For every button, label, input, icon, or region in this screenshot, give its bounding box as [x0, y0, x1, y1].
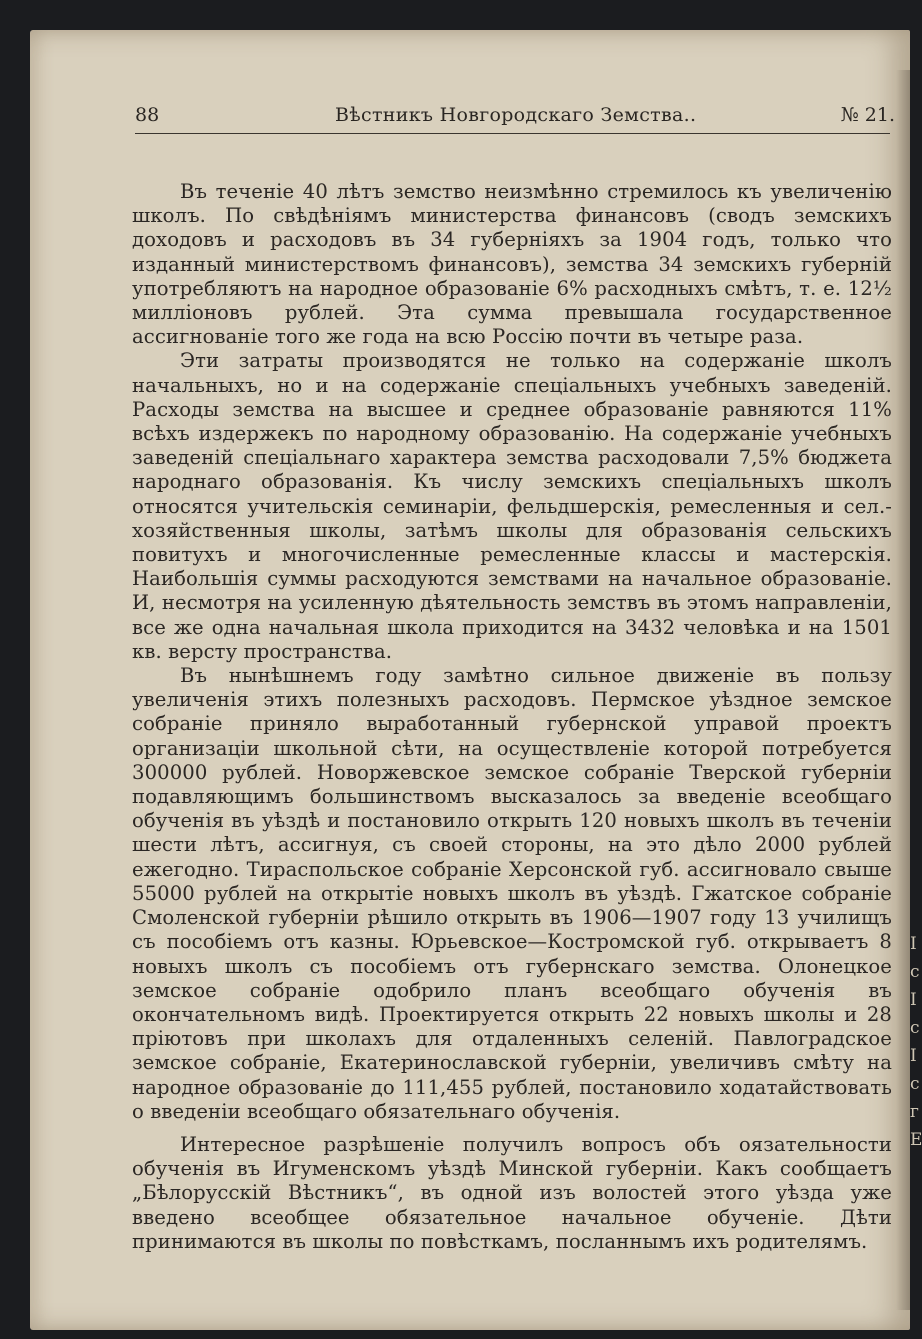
adjacent-page-fragments [910, 930, 922, 1154]
margin-fragment: с [910, 1074, 920, 1094]
margin-fragment: Е [910, 1130, 922, 1150]
issue-number: № 21. [840, 104, 895, 126]
article-body [132, 180, 892, 1254]
margin-fragment: с [910, 1018, 920, 1038]
margin-fragment: г [910, 1102, 919, 1122]
page-number: 88 [135, 104, 160, 126]
margin-fragment: І [910, 934, 917, 954]
header-rule [135, 133, 890, 134]
journal-title: Вѣстникъ Новгородскаго Земства.. [335, 104, 697, 126]
running-header [135, 100, 895, 132]
paragraph-4: Интересное разрѣшеніе получилъ вопросъ объ оязательности обученія въ Игуменскомъ уѣздѣ Минской губерніи. Какъ сообщаетъ „Бѣлорусскій Вѣстникъ“, въ одной изъ волостей этого уѣзда уже введено всеобщее обязательное начальное обученіе. Дѣти принимаются въ школы по повѣсткамъ, посланнымъ ихъ родителямъ. [132, 1132, 892, 1253]
page-edge-shadow [896, 70, 910, 1310]
paragraph-3: Въ нынѣшнемъ году замѣтно сильное движеніе въ пользу увеличенія этихъ полезныхъ расходовъ. Пермское уѣздное земское собраніе приняло выработанный губернской управой проектъ организаціи школьной сѣти, на осуществленіе которой потребуется 300000 рублей. Новоржевское земское собраніе Тверской губерніи подавляющимъ большинствомъ высказалось за введеніе всеобщаго обученія въ уѣздѣ и постановило открыть 120 новыхъ школъ въ теченіи шести лѣтъ, ассигнуя, съ своей стороны, на это дѣло 2000 рублей ежегодно. Тираспольское собраніе Херсонской губ. ассигновало свыше 55000 рублей на открытіе новыхъ школъ въ уѣздѣ. Гжатское собраніе Смоленской губерніи рѣшило открыть въ 1906—1907 году 13 училищъ съ пособіемъ отъ казны. Юрьевское—Костромской губ. открываетъ 8 новыхъ школъ съ пособіемъ отъ губернскаго земства. Олонецкое земское собраніе одобрило планъ всеобщаго обученія въ окончательномъ видѣ. Проектируется открыть 22 новыхъ школы и 28 пріютовъ при школахъ для отдаленныхъ селеній. Павлоградское земское собраніе, Екатеринославской губерніи, увеличивъ смѣту на народное образованіе до 111,455 рублей, постановило ходатайствовать о введеніи всеобщаго обязательнаго обученія. [132, 664, 892, 1123]
paragraph-1: Въ теченіе 40 лѣтъ земство неизмѣнно стремилось къ увеличенію школъ. По свѣдѣніямъ министерства финансовъ (сводъ земскихъ доходовъ и расходовъ въ 34 губерніяхъ за 1904 годъ, только что изданный министерствомъ финансовъ), земства 34 земскихъ губерній употребляютъ на народное образованіе 6% расходныхъ смѣтъ, т. е. 12½ милліоновъ рублей. Эта сумма превышала государственное ассигнованіе того же года на всю Россію почти въ четыре раза. [132, 180, 892, 349]
margin-fragment: с [910, 962, 920, 982]
margin-fragment: І [910, 1046, 917, 1066]
paragraph-2: Эти затраты производятся не только на содержаніе школъ начальныхъ, но и на содержаніе спеціальныхъ учебныхъ заведеній. Расходы земства на высшее и среднее образованіе равняются 11% всѣхъ издержекъ по народному образованію. На содержаніе учебныхъ заведеній спеціальнаго характера земства расходовали 7,5% бюджета народнаго образованія. Къ числу земскихъ спеціальныхъ школъ относятся учительскія семинаріи, фельдшерскія, ремесленныя и сел.-хозяйственныя школы, затѣмъ школы для образованія сельскихъ повитухъ и многочисленные ремесленные классы и мастерскія. Наибольшія суммы расходуются земствами на начальное образованіе. И, несмотря на усиленную дѣятельность земствъ въ этомъ направленіи, все же одна начальная школа приходится на 3432 человѣка и на 1501 кв. версту пространства. [132, 349, 892, 663]
book-page [30, 30, 910, 1330]
margin-fragment: І [910, 990, 917, 1010]
